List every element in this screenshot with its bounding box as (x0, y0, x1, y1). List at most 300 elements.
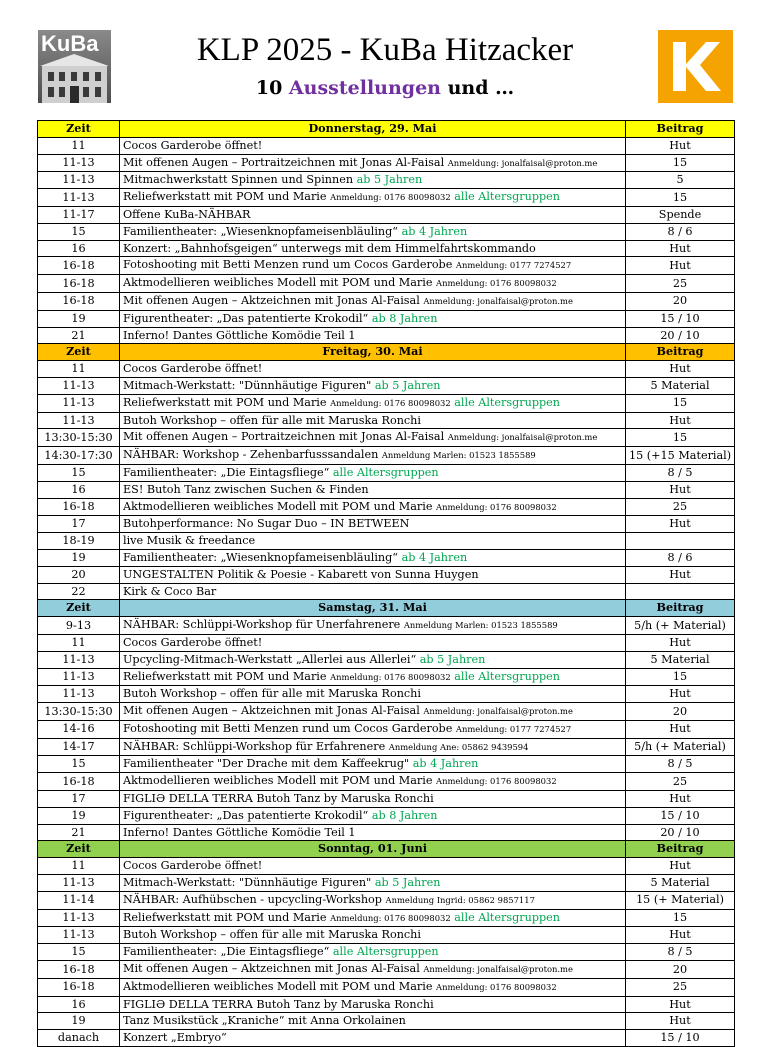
time-cell: 11-13 (38, 172, 120, 189)
table-row (38, 154, 735, 172)
table-row (38, 464, 735, 481)
event-title: Inferno! Dantes Göttliche Komödie Teil 1 (123, 825, 356, 839)
event-cell (120, 310, 626, 327)
age-group-label: alle Altersgruppen (454, 910, 560, 924)
fee-cell: Hut (626, 516, 735, 533)
age-group-label: alle Altersgruppen (332, 465, 439, 479)
time-cell: 16-18 (38, 275, 120, 293)
event-title: Mit offenen Augen – Portraitzeichnen mit Jonas Al-Faisal (123, 155, 445, 169)
event-cell (120, 996, 626, 1013)
event-title: Familientheater "Der Drache mit dem Kaffeekrug" (123, 757, 410, 771)
event-cell (120, 429, 626, 447)
table-row (38, 566, 735, 583)
event-cell (120, 327, 626, 344)
fee-cell: 20 (626, 292, 735, 310)
event-cell (120, 738, 626, 756)
event-cell (120, 377, 626, 394)
event-title: Mit offenen Augen – Portraitzeichnen mit Jonas Al-Faisal (123, 430, 445, 444)
fee-cell: Hut (626, 1013, 735, 1030)
time-cell: 11 (38, 634, 120, 651)
time-cell: 16 (38, 996, 120, 1013)
age-group-label: alle Altersgruppen (454, 395, 560, 409)
event-cell (120, 1030, 626, 1047)
registration-note: Anmeldung Ingrid: 05862 9857117 (385, 894, 535, 905)
event-cell (120, 464, 626, 481)
event-cell (120, 668, 626, 686)
event-cell (120, 240, 626, 257)
event-cell (120, 498, 626, 516)
event-title: Mitmach-Werkstatt: "Dünnhäutige Figuren" (123, 876, 372, 890)
table-row (38, 310, 735, 327)
event-title: Aktmodellieren weibliches Modell mit POM und Marie (123, 774, 433, 788)
page-title: KLP 2025 - KuBa Hitzacker (196, 32, 574, 68)
event-title: Figurentheater: „Das patentierte Krokodil“ (123, 808, 369, 822)
day-title: Sonntag, 01. Juni (120, 841, 626, 858)
fee-cell: 25 (626, 978, 735, 996)
time-cell: 11-13 (38, 875, 120, 892)
event-title: Mitmach-Werkstatt: "Dünnhäutige Figuren" (123, 378, 372, 392)
time-cell: 11 (38, 361, 120, 378)
table-row (38, 791, 735, 808)
event-title: NÄHBAR: Workshop - Zehenbarfusssandalen (123, 448, 379, 462)
fee-cell: 15 / 10 (626, 807, 735, 824)
time-cell: 16-18 (38, 978, 120, 996)
day-title: Donnerstag, 29. Mai (120, 121, 626, 138)
table-row (38, 686, 735, 703)
time-cell: 20 (38, 566, 120, 583)
event-title: Mit offenen Augen – Aktzeichnen mit Jonas Al-Faisal (123, 962, 420, 976)
event-cell (120, 189, 626, 207)
table-row (38, 206, 735, 223)
age-group-label: ab 4 Jahren (401, 224, 468, 238)
event-title: Konzert „Embryo“ (123, 1031, 227, 1045)
fee-cell: 5/h (+ Material) (626, 738, 735, 756)
time-cell: 15 (38, 464, 120, 481)
fee-cell: Hut (626, 412, 735, 429)
event-cell (120, 292, 626, 310)
program-table-body (38, 121, 735, 1047)
column-header-fee: Beitrag (626, 121, 735, 138)
day-header-row (38, 600, 735, 617)
event-title: FIGLIƏ DELLA TERRA Butoh Tanz by Maruska Ronchi (123, 997, 434, 1011)
fee-cell: 5 (626, 172, 735, 189)
registration-note: Anmeldung: 0176 80098032 (436, 501, 557, 512)
table-row (38, 634, 735, 651)
fee-cell: 15 (626, 668, 735, 686)
column-header-fee: Beitrag (626, 841, 735, 858)
fee-cell: 8 / 5 (626, 944, 735, 961)
event-cell (120, 978, 626, 996)
fee-cell: 20 / 10 (626, 327, 735, 344)
event-title: Inferno! Dantes Göttliche Komödie Teil 1 (123, 328, 356, 342)
event-title: UNGESTALTEN Politik & Poesie - Kabarett von Sunna Huygen (123, 567, 479, 581)
fee-cell: 8 / 5 (626, 464, 735, 481)
table-row (38, 617, 735, 635)
event-title: Fotoshooting mit Betti Menzen rund um Cocos Garderobe (123, 258, 453, 272)
page-header (0, 0, 771, 118)
age-group-label: ab 5 Jahren (356, 173, 423, 187)
column-header-time: Zeit (38, 344, 120, 361)
event-title: Familientheater: „Die Eintagsfliege“ (123, 465, 330, 479)
time-cell: 16-18 (38, 292, 120, 310)
fee-cell: 20 (626, 703, 735, 721)
table-row (38, 720, 735, 738)
time-cell: 11-13 (38, 154, 120, 172)
event-title: Reliefwerkstatt mit POM und Marie (123, 395, 327, 409)
time-cell: 14:30-17:30 (38, 447, 120, 465)
registration-note: Anmeldung: 0176 80098032 (436, 278, 557, 289)
fee-cell: 15 (626, 154, 735, 172)
event-cell (120, 481, 626, 498)
event-cell (120, 412, 626, 429)
table-row (38, 498, 735, 516)
table-row (38, 996, 735, 1013)
table-row (38, 533, 735, 550)
registration-note: Anmeldung Marlen: 01523 1855589 (381, 450, 536, 461)
fee-cell: Hut (626, 791, 735, 808)
event-title: Cocos Garderobe öffnet! (123, 859, 263, 873)
event-cell (120, 634, 626, 651)
event-cell (120, 154, 626, 172)
fee-cell: Hut (626, 240, 735, 257)
event-title: live Musik & freedance (123, 534, 256, 548)
registration-note: Anmeldung: 0176 80098032 (330, 912, 451, 923)
time-cell: 16-18 (38, 498, 120, 516)
event-cell (120, 756, 626, 773)
fee-cell: 25 (626, 773, 735, 791)
table-row (38, 583, 735, 600)
fee-cell: 25 (626, 498, 735, 516)
day-title: Freitag, 30. Mai (120, 344, 626, 361)
event-cell (120, 875, 626, 892)
table-row (38, 275, 735, 293)
table-row (38, 807, 735, 824)
time-cell: 17 (38, 791, 120, 808)
table-row (38, 927, 735, 944)
table-row (38, 738, 735, 756)
event-title: Figurentheater: „Das patentierte Krokodil“ (123, 311, 369, 325)
event-title: Mitmachwerkstatt Spinnen und Spinnen (123, 173, 354, 187)
age-group-label: ab 5 Jahren (419, 652, 486, 666)
time-cell: 11-13 (38, 927, 120, 944)
column-header-time: Zeit (38, 600, 120, 617)
fee-cell: 25 (626, 275, 735, 293)
event-cell (120, 583, 626, 600)
age-group-label: ab 4 Jahren (401, 550, 468, 564)
table-row (38, 961, 735, 979)
time-cell: 14-16 (38, 720, 120, 738)
event-title: Cocos Garderobe öffnet! (123, 138, 263, 152)
fee-cell: 15 (626, 909, 735, 927)
event-cell (120, 824, 626, 841)
fee-cell: 5 Material (626, 875, 735, 892)
event-title: Aktmodellieren weibliches Modell mit POM und Marie (123, 276, 433, 290)
table-row (38, 944, 735, 961)
column-header-time: Zeit (38, 121, 120, 138)
table-row (38, 240, 735, 257)
event-title: Butoh Workshop – offen für alle mit Maruska Ronchi (123, 687, 421, 701)
fee-cell: Hut (626, 361, 735, 378)
fee-cell: 15 (+15 Material) (626, 447, 735, 465)
time-cell: 11-13 (38, 412, 120, 429)
event-title: Butohperformance: No Sugar Duo – IN BETWEEN (123, 517, 410, 531)
subtitle-suffix: und … (440, 77, 515, 99)
time-cell: 17 (38, 516, 120, 533)
table-row (38, 223, 735, 240)
time-cell: 18-19 (38, 533, 120, 550)
time-cell: 16-18 (38, 257, 120, 275)
table-row (38, 189, 735, 207)
time-cell: 11-13 (38, 189, 120, 207)
event-cell (120, 686, 626, 703)
fee-cell (626, 583, 735, 600)
table-row (38, 703, 735, 721)
event-cell (120, 361, 626, 378)
event-title: ES! Butoh Tanz zwischen Suchen & Finden (123, 482, 369, 496)
day-title: Samstag, 31. Mai (120, 600, 626, 617)
time-cell: 15 (38, 223, 120, 240)
time-cell: 21 (38, 824, 120, 841)
fee-cell: 15 (626, 429, 735, 447)
table-row (38, 361, 735, 378)
age-group-label: alle Altersgruppen (332, 945, 439, 959)
time-cell: 11 (38, 137, 120, 154)
event-cell (120, 807, 626, 824)
event-cell (120, 137, 626, 154)
fee-cell: Hut (626, 996, 735, 1013)
fee-cell: 8 / 5 (626, 756, 735, 773)
event-cell (120, 651, 626, 668)
fee-cell: 20 / 10 (626, 824, 735, 841)
event-title: NÄHBAR: Aufhübschen - upcycling-Workshop (123, 892, 382, 906)
fee-cell: 20 (626, 961, 735, 979)
fee-cell: 15 (626, 189, 735, 207)
day-header-row (38, 841, 735, 858)
column-header-time: Zeit (38, 841, 120, 858)
registration-note: Anmeldung: 0177 7274527 (455, 260, 572, 271)
age-group-label: ab 5 Jahren (374, 876, 441, 890)
table-row (38, 516, 735, 533)
fee-cell: 5 Material (626, 651, 735, 668)
fee-cell: 8 / 6 (626, 549, 735, 566)
table-row (38, 909, 735, 927)
registration-note: Anmeldung: 0176 80098032 (330, 671, 451, 682)
registration-note: Anmeldung: 0176 80098032 (330, 397, 451, 408)
time-cell: 16-18 (38, 961, 120, 979)
event-title: Reliefwerkstatt mit POM und Marie (123, 669, 327, 683)
registration-note: Anmeldung Marlen: 01523 1855589 (403, 620, 558, 631)
event-title: Mit offenen Augen – Aktzeichnen mit Jonas Al-Faisal (123, 704, 420, 718)
fee-cell (626, 533, 735, 550)
event-title: Aktmodellieren weibliches Modell mit POM und Marie (123, 499, 433, 513)
k-logo (658, 30, 733, 103)
table-row (38, 756, 735, 773)
fee-cell: 15 / 10 (626, 310, 735, 327)
table-row (38, 1013, 735, 1030)
age-group-label: ab 8 Jahren (371, 808, 438, 822)
fee-cell: Hut (626, 858, 735, 875)
table-row (38, 327, 735, 344)
table-row (38, 412, 735, 429)
event-title: NÄHBAR: Schlüppi-Workshop für Erfahrenere (123, 739, 386, 753)
event-cell (120, 516, 626, 533)
table-row (38, 481, 735, 498)
age-group-label: ab 8 Jahren (371, 311, 438, 325)
subtitle-prefix: 10 (255, 77, 289, 99)
registration-note: Anmeldung: jonalfaisal@proton.me (423, 295, 573, 306)
time-cell: 11-13 (38, 909, 120, 927)
event-title: Mit offenen Augen – Aktzeichnen mit Jonas Al-Faisal (123, 293, 420, 307)
time-cell: 13:30-15:30 (38, 703, 120, 721)
time-cell: 11-13 (38, 686, 120, 703)
page-subtitle (140, 74, 630, 102)
event-title: Kirk & Coco Bar (123, 584, 217, 598)
table-row (38, 858, 735, 875)
event-cell (120, 891, 626, 909)
table-row (38, 773, 735, 791)
time-cell: 19 (38, 310, 120, 327)
time-cell: 22 (38, 583, 120, 600)
fee-cell: Hut (626, 137, 735, 154)
event-cell (120, 394, 626, 412)
event-cell (120, 720, 626, 738)
event-title: Familientheater: „Wiesenknopfameisenbläuling“ (123, 224, 399, 238)
event-cell (120, 617, 626, 635)
fee-cell: Spende (626, 206, 735, 223)
registration-note: Anmeldung: jonalfaisal@proton.me (447, 157, 598, 168)
column-header-fee: Beitrag (626, 344, 735, 361)
time-cell: 11-14 (38, 891, 120, 909)
time-cell: 13:30-15:30 (38, 429, 120, 447)
event-cell (120, 858, 626, 875)
registration-note: Anmeldung: 0176 80098032 (330, 192, 451, 203)
event-cell (120, 566, 626, 583)
registration-note: Anmeldung Ane: 05862 9439594 (388, 741, 529, 752)
event-cell (120, 961, 626, 979)
event-title: NÄHBAR: Schlüppi-Workshop für Unerfahrenere (123, 618, 401, 632)
event-cell (120, 773, 626, 791)
time-cell: 15 (38, 944, 120, 961)
registration-note: Anmeldung: 0176 80098032 (436, 776, 557, 787)
table-row (38, 668, 735, 686)
age-group-label: alle Altersgruppen (454, 669, 560, 683)
time-cell: 21 (38, 327, 120, 344)
table-row (38, 549, 735, 566)
building-icon (38, 52, 111, 103)
time-cell: 15 (38, 756, 120, 773)
table-row (38, 1030, 735, 1047)
event-cell (120, 447, 626, 465)
event-cell (120, 533, 626, 550)
event-cell (120, 927, 626, 944)
registration-note: Anmeldung: jonalfaisal@proton.me (447, 432, 598, 443)
time-cell: 9-13 (38, 617, 120, 635)
event-cell (120, 1013, 626, 1030)
event-title: Cocos Garderobe öffnet! (123, 635, 263, 649)
fee-cell: 5/h (+ Material) (626, 617, 735, 635)
time-cell: 11-13 (38, 377, 120, 394)
k-logo-icon (658, 30, 733, 103)
event-cell (120, 791, 626, 808)
time-cell: 11-13 (38, 651, 120, 668)
table-row (38, 377, 735, 394)
event-title: Offene KuBa-NÄHBAR (123, 207, 251, 221)
fee-cell: 15 (+ Material) (626, 891, 735, 909)
time-cell: 16 (38, 240, 120, 257)
age-group-label: ab 4 Jahren (412, 757, 479, 771)
fee-cell: 15 (626, 394, 735, 412)
event-title: Familientheater: „Wiesenknopfameisenbläuling“ (123, 550, 399, 564)
time-cell: 16-18 (38, 773, 120, 791)
event-title: Cocos Garderobe öffnet! (123, 362, 263, 376)
table-row (38, 824, 735, 841)
time-cell: danach (38, 1030, 120, 1047)
table-row (38, 447, 735, 465)
event-cell (120, 909, 626, 927)
age-group-label: ab 5 Jahren (374, 378, 441, 392)
event-title: Aktmodellieren weibliches Modell mit POM und Marie (123, 979, 433, 993)
time-cell: 19 (38, 549, 120, 566)
event-title: FIGLIƏ DELLA TERRA Butoh Tanz by Maruska Ronchi (123, 792, 434, 806)
table-row (38, 651, 735, 668)
time-cell: 11-13 (38, 394, 120, 412)
table-row (38, 429, 735, 447)
subtitle-highlight: Ausstellungen (288, 77, 441, 99)
kuba-logo (38, 30, 111, 103)
time-cell: 14-17 (38, 738, 120, 756)
fee-cell: Hut (626, 720, 735, 738)
event-title: Tanz Musikstück „Kraniche“ mit Anna Orkolainen (123, 1014, 406, 1028)
table-row (38, 137, 735, 154)
event-cell (120, 206, 626, 223)
table-row (38, 257, 735, 275)
event-cell (120, 703, 626, 721)
fee-cell: Hut (626, 634, 735, 651)
time-cell: 19 (38, 1013, 120, 1030)
day-header-row (38, 121, 735, 138)
table-row (38, 891, 735, 909)
day-header-row (38, 344, 735, 361)
registration-note: Anmeldung: jonalfaisal@proton.me (423, 706, 573, 717)
registration-note: Anmeldung: jonalfaisal@proton.me (423, 964, 573, 975)
fee-cell: 15 / 10 (626, 1030, 735, 1047)
event-cell (120, 257, 626, 275)
event-title: Reliefwerkstatt mit POM und Marie (123, 910, 327, 924)
event-title: Fotoshooting mit Betti Menzen rund um Cocos Garderobe (123, 721, 453, 735)
event-cell (120, 275, 626, 293)
event-title: Familientheater: „Die Eintagsfliege“ (123, 945, 330, 959)
event-title: Butoh Workshop – offen für alle mit Maruska Ronchi (123, 928, 421, 942)
event-cell (120, 549, 626, 566)
time-cell: 11 (38, 858, 120, 875)
event-cell (120, 944, 626, 961)
time-cell: 11-17 (38, 206, 120, 223)
event-title: Upcycling-Mitmach-Werkstatt „Allerlei aus Allerlei“ (123, 652, 417, 666)
age-group-label: alle Altersgruppen (454, 190, 560, 204)
table-row (38, 172, 735, 189)
table-row (38, 292, 735, 310)
fee-cell: Hut (626, 257, 735, 275)
event-title: Butoh Workshop – offen für alle mit Maruska Ronchi (123, 413, 421, 427)
event-cell (120, 223, 626, 240)
table-row (38, 978, 735, 996)
kuba-logo-text: KuBa (41, 31, 99, 56)
time-cell: 16 (38, 481, 120, 498)
fee-cell: Hut (626, 686, 735, 703)
table-row (38, 875, 735, 892)
fee-cell: Hut (626, 481, 735, 498)
time-cell: 19 (38, 807, 120, 824)
